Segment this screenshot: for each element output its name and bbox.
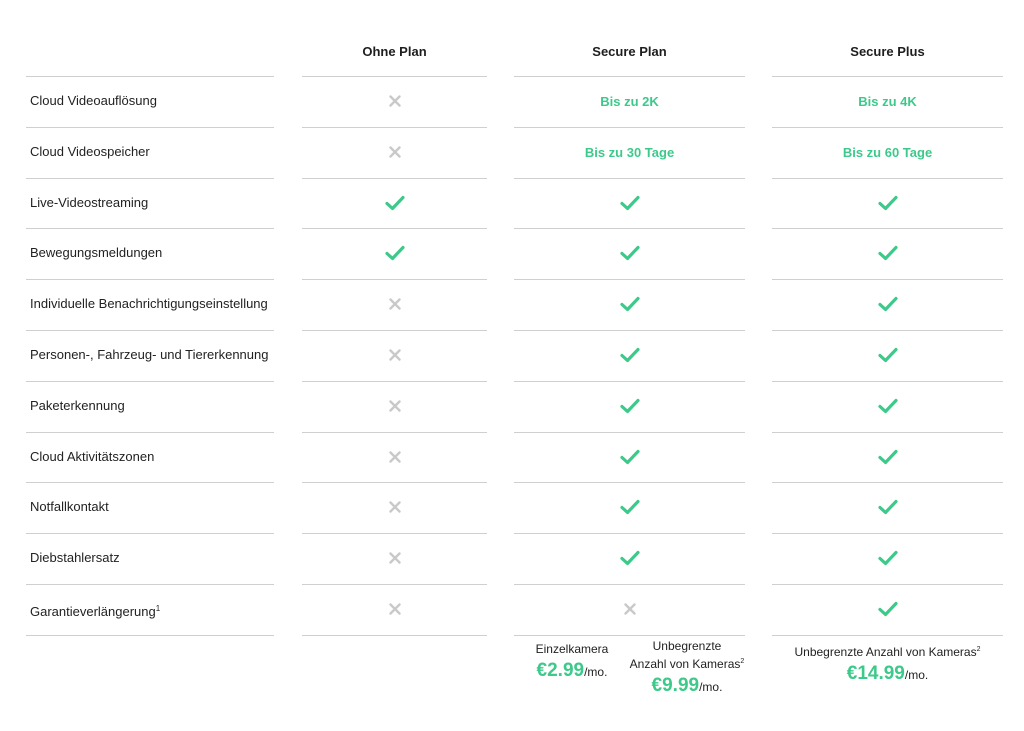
price-unlimited-plus-unit: /mo. <box>904 668 929 682</box>
table-row <box>0 76 1024 126</box>
price-single-unit: /mo. <box>584 665 608 679</box>
feature-label-text: Personen-, Fahrzeug- und Tiererkennung <box>30 347 269 362</box>
feature-label <box>30 482 109 532</box>
check-icon <box>302 228 487 278</box>
feature-label-text: Individuelle Benachrichtigungseinstellung <box>30 296 268 311</box>
feature-label <box>30 432 154 482</box>
feature-label <box>30 533 120 583</box>
footnote-2-marker: 2 <box>976 646 981 653</box>
plan-value-plus: Bis zu 4K <box>858 93 917 109</box>
feature-label-text: Diebstahlersatz <box>30 550 120 565</box>
feature-label <box>30 279 268 329</box>
price-unlimited-secure-amount: €9.99 <box>651 675 700 696</box>
check-icon <box>772 533 1003 583</box>
price-unlimited-plus <box>772 642 1003 685</box>
table-row <box>0 381 1024 431</box>
cross-icon <box>302 533 487 583</box>
feature-label-text: Cloud Aktivitätszonen <box>30 449 155 464</box>
feature-label <box>30 330 268 380</box>
check-icon <box>772 482 1003 532</box>
cross-icon <box>302 432 487 482</box>
price-unlimited-secure-value <box>622 675 752 697</box>
price-single-value <box>528 660 616 682</box>
cross-icon <box>302 76 487 126</box>
table-row <box>0 228 1024 278</box>
check-icon <box>514 228 745 278</box>
price-unlimited-secure-label-text: Anzahl von Kameras <box>629 657 741 671</box>
check-icon <box>772 381 1003 431</box>
table-row <box>0 482 1024 532</box>
footnote-1-marker: 1 <box>155 604 161 613</box>
plan-value-secure: Bis zu 2K <box>600 93 659 109</box>
cross-icon <box>302 584 487 634</box>
price-single-amount: €2.99 <box>536 660 585 681</box>
feature-label-text: Bewegungsmeldungen <box>30 245 163 260</box>
price-unlimited-plus-value <box>772 663 1003 685</box>
feature-label <box>30 228 162 278</box>
check-icon <box>772 432 1003 482</box>
row-divider <box>302 635 487 636</box>
row-divider <box>772 635 1003 636</box>
check-icon <box>772 279 1003 329</box>
check-icon <box>772 178 1003 228</box>
column-header-secure-plan: Secure Plan <box>592 44 667 59</box>
price-unlimited-plus-label <box>772 642 1003 660</box>
row-divider <box>514 635 745 636</box>
feature-label <box>30 76 157 126</box>
check-icon <box>514 330 745 380</box>
feature-label <box>30 178 148 228</box>
check-icon <box>302 178 487 228</box>
price-unlimited-secure-unit: /mo. <box>699 680 723 694</box>
feature-label-text: Garantieverlängerung <box>30 604 156 619</box>
cross-icon <box>302 482 487 532</box>
table-row <box>0 279 1024 329</box>
price-unlimited-secure-label-line1: Unbegrenzte <box>652 639 722 653</box>
price-single-label: Einzelkamera <box>535 642 609 656</box>
price-unlimited-secure-label-line2 <box>622 654 752 672</box>
check-icon <box>514 432 745 482</box>
price-unlimited-plus-label-text: Unbegrenzte Anzahl von Kameras <box>794 645 977 659</box>
feature-label <box>30 381 125 431</box>
cross-icon <box>302 381 487 431</box>
table-row <box>0 432 1024 482</box>
row-divider <box>26 635 274 636</box>
check-icon <box>514 482 745 532</box>
feature-label-text: Paketerkennung <box>30 398 125 413</box>
cross-icon <box>302 330 487 380</box>
column-header-ohne-plan: Ohne Plan <box>362 44 427 59</box>
check-icon <box>514 381 745 431</box>
cross-icon <box>514 584 745 634</box>
table-row <box>0 533 1024 583</box>
check-icon <box>514 279 745 329</box>
cross-icon <box>302 127 487 177</box>
price-unlimited-secure <box>622 639 752 697</box>
cross-icon <box>302 279 487 329</box>
feature-label-text: Cloud Videospeicher <box>30 144 150 159</box>
plan-value-plus: Bis zu 60 Tage <box>842 144 933 160</box>
feature-label-text: Live-Videostreaming <box>30 195 149 210</box>
price-unlimited-plus-amount: €14.99 <box>846 663 905 684</box>
column-header-secure-plus: Secure Plus <box>850 44 925 59</box>
table-row <box>0 330 1024 380</box>
feature-label <box>30 127 150 177</box>
price-single-camera <box>528 642 616 682</box>
check-icon <box>772 330 1003 380</box>
check-icon <box>514 178 745 228</box>
plan-value-secure: Bis zu 30 Tage <box>584 144 675 160</box>
feature-label <box>30 584 160 634</box>
table-row <box>0 178 1024 228</box>
footnote-2-marker: 2 <box>740 658 745 665</box>
check-icon <box>772 584 1003 634</box>
table-row <box>0 584 1024 634</box>
check-icon <box>772 228 1003 278</box>
table-row <box>0 127 1024 177</box>
check-icon <box>514 533 745 583</box>
feature-label-text: Notfallkontakt <box>30 499 109 514</box>
feature-label-text: Cloud Videoauflösung <box>30 93 157 108</box>
